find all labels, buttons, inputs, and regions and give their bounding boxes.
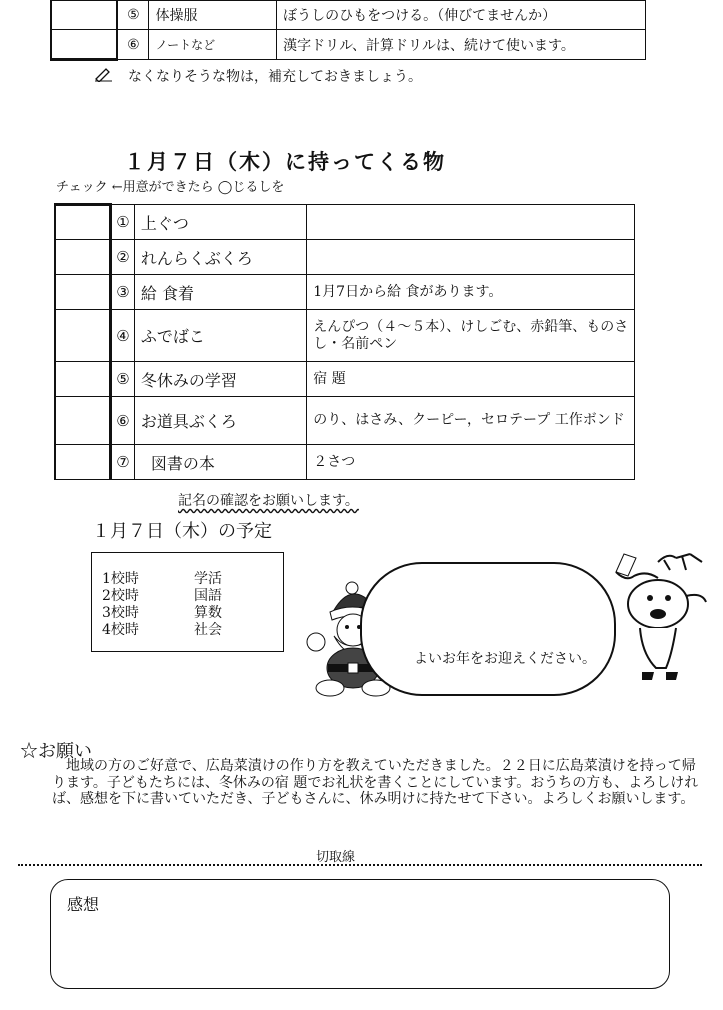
- item-name: ノートなど: [149, 30, 277, 60]
- check-cell[interactable]: [51, 1, 117, 30]
- check-cell[interactable]: [55, 205, 111, 240]
- request-heading: ☆お願い: [20, 741, 92, 762]
- schedule-row: [102, 588, 222, 605]
- table-row: [51, 30, 646, 60]
- item-note: ぼうしのひもをつける。（伸びてませんか）: [277, 1, 646, 30]
- period: 4校時: [102, 622, 139, 638]
- impression-label: 感想: [67, 895, 100, 914]
- subject: 学活: [194, 571, 222, 587]
- item-name: 上ぐつ: [134, 205, 306, 240]
- period: 2校時: [102, 588, 139, 604]
- schedule-row: [102, 622, 222, 639]
- item-note: えんぴつ（４～５本）、けしごむ、赤鉛筆、ものさし・名前ペン: [307, 310, 635, 362]
- impression-box[interactable]: [50, 879, 670, 989]
- table-row: [55, 275, 635, 310]
- pencil-icon: [94, 66, 114, 82]
- item-note: ２さつ: [307, 445, 635, 480]
- schedule-box: [91, 552, 284, 652]
- reindeer-illustration: [606, 552, 712, 682]
- check-cell[interactable]: [55, 397, 111, 445]
- request-body: 地域の方のご好意で、広島菜漬けの作り方を教えていただきました。２２日に広島菜漬けを持って帰ります。子どもたちには、冬休みの宿 題でお礼状を書くことにしています。おうちの方も、よろしければ、感想を下に書いていただき、子どもさんに、休み明けに持たせて下さい。よろしくお願いします。: [52, 758, 699, 807]
- item-name: 体操服: [149, 1, 277, 30]
- schedule-row: [102, 605, 222, 622]
- section-title: １月７日（木）に持ってくる物: [124, 149, 446, 174]
- item-name: お道具ぶくろ: [134, 397, 306, 445]
- item-name: れんらくぶくろ: [134, 240, 306, 275]
- subject: 国語: [194, 588, 222, 604]
- top-items-table: [50, 0, 646, 61]
- item-note: 宿 題: [307, 362, 635, 397]
- cut-line: [18, 864, 702, 866]
- items-to-bring-table: [54, 203, 635, 480]
- row-number: ⑤: [111, 362, 135, 397]
- item-note: のり、はさみ、クーピー，セロテープ 工作ボンド: [307, 397, 635, 445]
- check-cell[interactable]: [55, 275, 111, 310]
- name-check-note: 記名の確認をお願いします。: [178, 493, 359, 509]
- row-number: ⑦: [111, 445, 135, 480]
- table-row: [55, 445, 635, 480]
- greeting-text: よいお年をお迎えください。: [414, 651, 596, 667]
- item-note: [307, 240, 635, 275]
- cut-line-label: 切取線: [316, 850, 356, 865]
- greeting-bubble: [360, 562, 616, 696]
- check-cell[interactable]: [55, 362, 111, 397]
- supplement-note: なくなりそうな物は，補充しておきましょう。: [128, 69, 422, 85]
- table-row: [51, 1, 646, 30]
- check-cell[interactable]: [55, 310, 111, 362]
- item-name: 冬休みの学習: [134, 362, 306, 397]
- row-number: ②: [111, 240, 135, 275]
- row-number: ①: [111, 205, 135, 240]
- row-number: ⑥: [117, 30, 149, 60]
- subject: 社会: [194, 622, 222, 638]
- subject: 算数: [194, 605, 222, 621]
- item-name: ふでばこ: [134, 310, 306, 362]
- table-row: [55, 310, 635, 362]
- table-row: [55, 362, 635, 397]
- schedule-list: [102, 571, 222, 639]
- item-note: [307, 205, 635, 240]
- row-number: ④: [111, 310, 135, 362]
- item-name: 給 食着: [134, 275, 306, 310]
- check-cell[interactable]: [55, 445, 111, 480]
- table-row: [55, 205, 635, 240]
- item-note: 漢字ドリル、計算ドリルは、続けて使います。: [277, 30, 646, 60]
- item-note: 1月7日から給 食があります。: [307, 275, 635, 310]
- schedule-title: １月７日（木）の予定: [92, 521, 272, 542]
- schedule-row: [102, 571, 222, 588]
- check-hint: チェック ←用意ができたら ◯じるしを: [56, 180, 285, 195]
- item-name: 図書の本: [134, 445, 306, 480]
- period: 1校時: [102, 571, 139, 587]
- table-row: [55, 240, 635, 275]
- row-number: ③: [111, 275, 135, 310]
- check-cell[interactable]: [51, 30, 117, 60]
- period: 3校時: [102, 605, 139, 621]
- table-row: [55, 397, 635, 445]
- check-cell[interactable]: [55, 240, 111, 275]
- row-number: ⑤: [117, 1, 149, 30]
- row-number: ⑥: [111, 397, 135, 445]
